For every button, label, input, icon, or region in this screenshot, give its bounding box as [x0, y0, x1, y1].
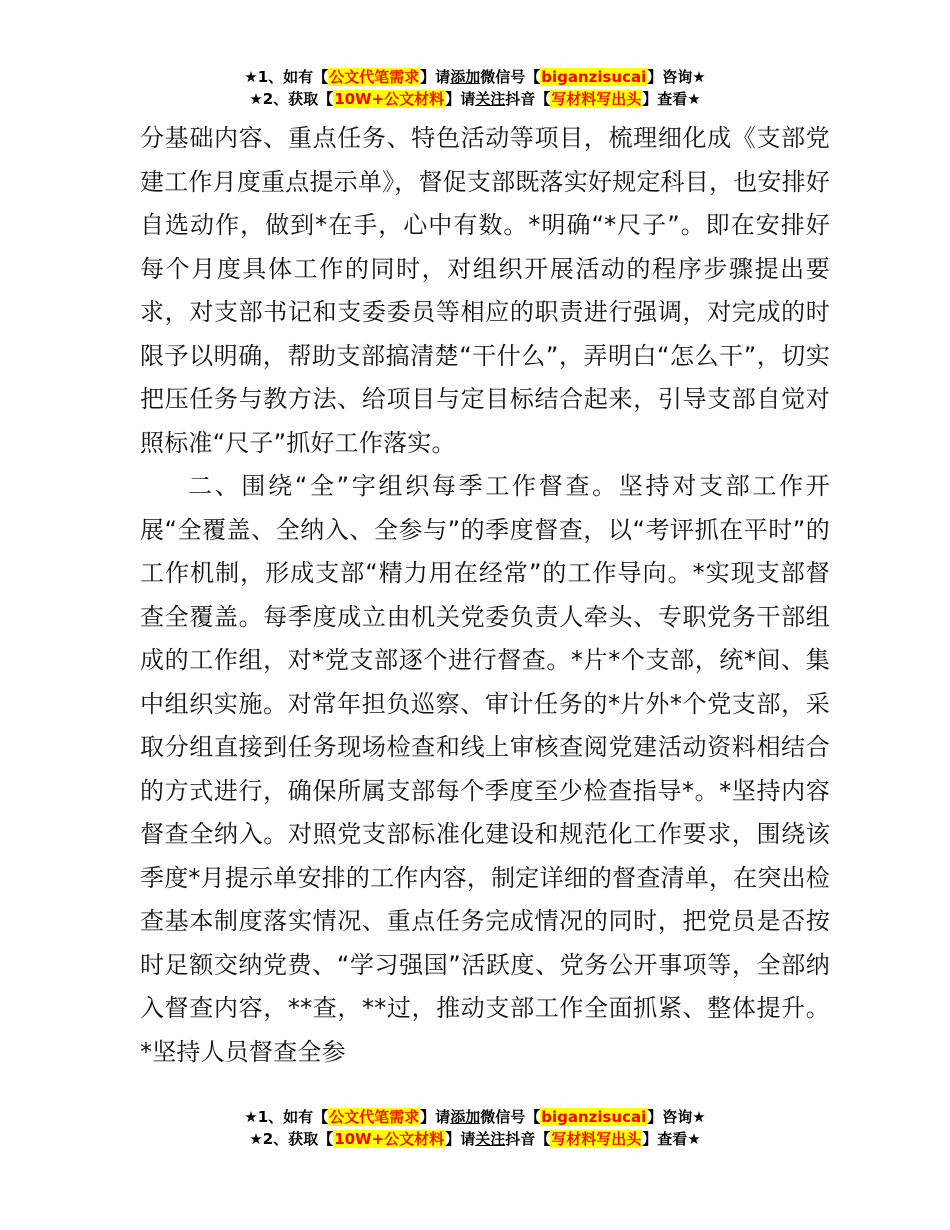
header-line2-mid2: 抖音【 — [505, 90, 551, 108]
header-line2-suffix: 】查看★ — [642, 90, 701, 108]
footer-line2-prefix: ★2、获取【 — [249, 1130, 334, 1148]
body-paragraph-continued: 分基础内容、重点任务、特色活动等项目，梳理细化成《支部党建工作月度重点提示单》，督促支部既落实好规定科目，也安排好自选动作，做到*在手，心中有数。*明确“*尺子”。即在安排好每个月度具体工作的同时，对组织开展活动的程序步骤提出要求，对支部书记和支委委员等相应的职责进行强调，对完成的时限予以明确，帮助支部搞清楚“干什么”，弄明白“怎么干”，切实把压任务与教方法、给项目与定目标结合起来，引导支部自觉对照标准“尺子”抓好工作落实。 — [140, 124, 830, 457]
footer-line2-mid: 】请 — [445, 1130, 476, 1148]
footer-line1-service-highlight: 公文代笔需求 — [329, 1108, 420, 1126]
header-line2-underlined: 关注 — [475, 90, 506, 108]
header-line1-prefix: ★1、如有【 — [244, 68, 329, 86]
footer-line1-suffix: 】咨询★ — [647, 1108, 706, 1126]
footer-line2-underlined: 关注 — [475, 1130, 506, 1148]
header-line2-douyin-highlight: 写材料写出头 — [551, 90, 642, 108]
footer-line1-mid2: 微信号【 — [480, 1108, 541, 1126]
body-paragraph-section-two: 二、围绕“全”字组织每季工作督查。坚持对支部工作开展“全覆盖、全纳入、全参与”的季度督查，以“考评抓在平时”的工作机制，形成支部“精力用在经常”的工作导向。*实现支部督查全覆盖。每季度成立由机关党委负责人牵头、专职党务干部组成的工作组，对*党支部逐个进行督查。*片*个支部，统*间、集中组织实施。对常年担负巡察、审计任务的*片外*个党支部，采取分组直接到任务现场检查和线上审核查阅党建活动资料相结合的方式进行，确保所属支部每个季度至少检查指导*。*坚持内容督查全纳入。对照党支部标准化建设和规范化工作要求，围绕该季度*月提示单安排的工作内容，制定详细的督查清单，在突出检查基本制度落实情况、重点任务完成情况的同时，把党员是否按时足额交纳党费、“学习强国”活跃度、党务公开事项等，全部纳入督查内容，**查，**过，推动支部工作全面抓紧、整体提升。*坚持人员督查全参 — [140, 472, 830, 1066]
header-line2-prefix: ★2、获取【 — [249, 90, 334, 108]
footer-line1-underlined: 添加 — [450, 1108, 481, 1126]
footer-banner-line-2 — [0, 1128, 950, 1150]
footer-line2-suffix: 】查看★ — [642, 1130, 701, 1148]
header-line1-underlined: 添加 — [450, 68, 481, 86]
footer-banner — [0, 1106, 950, 1150]
footer-banner-line-1 — [0, 1106, 950, 1128]
header-line2-materials-highlight: 10W+公文材料 — [334, 90, 445, 108]
header-line1-suffix: 】咨询★ — [647, 68, 706, 86]
header-line1-mid: 】请 — [420, 68, 451, 86]
header-line2-mid: 】请 — [445, 90, 476, 108]
footer-line2-materials-highlight: 10W+公文材料 — [334, 1130, 445, 1148]
footer-line1-prefix: ★1、如有【 — [244, 1108, 329, 1126]
header-banner-line-1 — [0, 66, 950, 88]
header-line1-service-highlight: 公文代笔需求 — [329, 68, 420, 86]
header-line1-mid2: 微信号【 — [480, 68, 541, 86]
footer-line1-mid: 】请 — [420, 1108, 451, 1126]
header-line1-wechat-id: biganzisucai — [541, 68, 647, 86]
header-banner-line-2 — [0, 88, 950, 110]
footer-line2-douyin-highlight: 写材料写出头 — [551, 1130, 642, 1148]
footer-line2-mid2: 抖音【 — [505, 1130, 551, 1148]
header-banner — [0, 66, 950, 110]
document-body — [140, 117, 830, 1074]
footer-line1-wechat-id: biganzisucai — [541, 1108, 647, 1126]
